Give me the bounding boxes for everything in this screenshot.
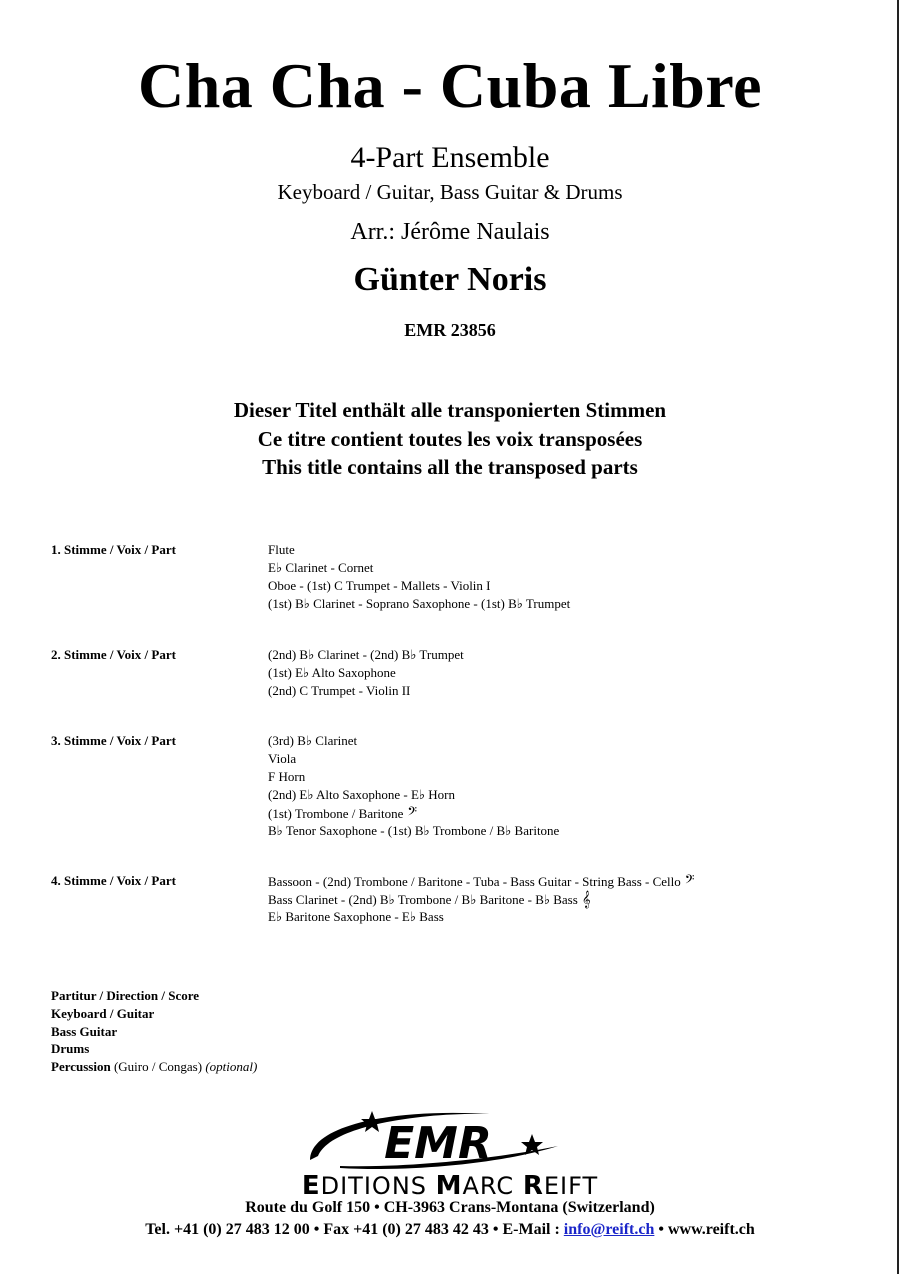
instrument-line: B♭ Tenor Saxophone - (1st) B♭ Trombone / B♭ Baritone bbox=[268, 823, 560, 838]
notice-french: Ce titre contient toutes les voix transposées bbox=[257, 426, 643, 451]
email-link[interactable]: info@reift.ch bbox=[563, 1221, 655, 1238]
arranger: Arr.: Jérôme Naulais bbox=[350, 219, 550, 245]
part-3-instruments bbox=[268, 732, 559, 840]
instrument-text: Bassoon - (2nd) Trombone / Baritone - Tuba - Bass Guitar - String Bass - Cello bbox=[268, 874, 681, 889]
notice-english: This title contains all the transposed parts bbox=[262, 455, 638, 479]
page-title: Cha Cha - Cuba Libre bbox=[137, 50, 763, 121]
instrument-line: E♭ Baritone Saxophone - E♭ Bass bbox=[268, 909, 444, 924]
notice-german: Dieser Titel enthält alle transponierten Stimmen bbox=[233, 398, 667, 422]
publisher-name-part: E bbox=[301, 1171, 321, 1201]
logo-star bbox=[361, 1111, 383, 1132]
instrument-line: E♭ Clarinet - Cornet bbox=[268, 560, 374, 575]
part-2-label: 2. Stimme / Voix / Part bbox=[51, 647, 176, 662]
instrument-line: Oboe - (1st) C Trumpet - Mallets - Violin I bbox=[268, 578, 491, 593]
bass-clef-icon: 𝄢 bbox=[407, 804, 418, 822]
percussion-detail: (Guiro / Congas) bbox=[110, 1059, 206, 1075]
percussion-optional: (optional) bbox=[205, 1059, 258, 1075]
instrument-line: (2nd) E♭ Alto Saxophone - E♭ Horn bbox=[268, 787, 456, 802]
transposition-notice bbox=[0, 396, 900, 482]
publisher-name-part: EIFT bbox=[543, 1172, 599, 1200]
part-2-instruments bbox=[268, 646, 464, 700]
catalog-number: EMR 23856 bbox=[404, 320, 496, 340]
logo-text: EMR bbox=[384, 1118, 492, 1169]
bass-clef-icon: 𝄢 bbox=[684, 872, 695, 890]
instrument-line: (3rd) B♭ Clarinet bbox=[268, 733, 358, 748]
contact-suffix: • www.reift.ch bbox=[654, 1221, 755, 1238]
composer: Günter Noris bbox=[353, 261, 547, 298]
publisher-name-part: ARC bbox=[462, 1172, 523, 1200]
part-4-instruments bbox=[268, 872, 694, 926]
ensemble-type: 4-Part Ensemble bbox=[350, 141, 550, 174]
instrument-line bbox=[268, 872, 694, 890]
instrument-text: (1st) Trombone / Baritone bbox=[268, 806, 404, 821]
publisher-name-part: R bbox=[522, 1171, 544, 1201]
part-3-label: 3. Stimme / Voix / Part bbox=[51, 733, 176, 748]
publisher-address: Route du Golf 150 • CH-3963 Crans-Montana (Switzerland) bbox=[245, 1199, 655, 1216]
part-1-instruments bbox=[268, 541, 570, 613]
instrument-line: (2nd) B♭ Clarinet - (2nd) B♭ Trumpet bbox=[268, 647, 464, 662]
instrument-line: F Horn bbox=[268, 769, 306, 784]
instrument-text: Bass Clarinet - (2nd) B♭ Trombone / B♭ Baritone - B♭ Bass bbox=[268, 892, 578, 907]
publisher-name-part: DITIONS bbox=[320, 1172, 436, 1200]
part-1-label: 1. Stimme / Voix / Part bbox=[51, 542, 176, 557]
instrument-line bbox=[268, 804, 559, 822]
instrument-line: (1st) B♭ Clarinet - Soprano Saxophone - (1st) B♭ Trumpet bbox=[268, 596, 571, 611]
instrument-line: Viola bbox=[268, 751, 297, 766]
instrument-line: (2nd) C Trumpet - Violin II bbox=[268, 683, 411, 698]
score-label: Partitur / Direction / Score bbox=[51, 988, 200, 1003]
percussion-line bbox=[51, 1058, 257, 1076]
publisher-contact bbox=[0, 1219, 900, 1241]
bass-guitar-label: Bass Guitar bbox=[51, 1023, 118, 1039]
percussion-label: Percussion bbox=[51, 1059, 111, 1075]
part-4-label: 4. Stimme / Voix / Part bbox=[51, 873, 176, 888]
publisher-name-part: M bbox=[435, 1171, 463, 1201]
instrument-line bbox=[268, 890, 694, 908]
instrument-line: (1st) E♭ Alto Saxophone bbox=[268, 665, 396, 680]
additional-parts bbox=[51, 987, 257, 1076]
keyboard-label: Keyboard / Guitar bbox=[51, 1005, 155, 1021]
emr-star-logo-icon bbox=[300, 1106, 570, 1172]
drums-label: Drums bbox=[51, 1041, 90, 1057]
instrument-line: Flute bbox=[268, 542, 295, 557]
instrumentation: Keyboard / Guitar, Bass Guitar & Drums bbox=[277, 180, 623, 204]
publisher-name bbox=[0, 1172, 900, 1200]
treble-clef-icon: 𝄞 bbox=[581, 890, 591, 908]
contact-prefix: Tel. +41 (0) 27 483 12 00 • Fax +41 (0) 27 483 42 43 • E-Mail : bbox=[145, 1221, 564, 1238]
